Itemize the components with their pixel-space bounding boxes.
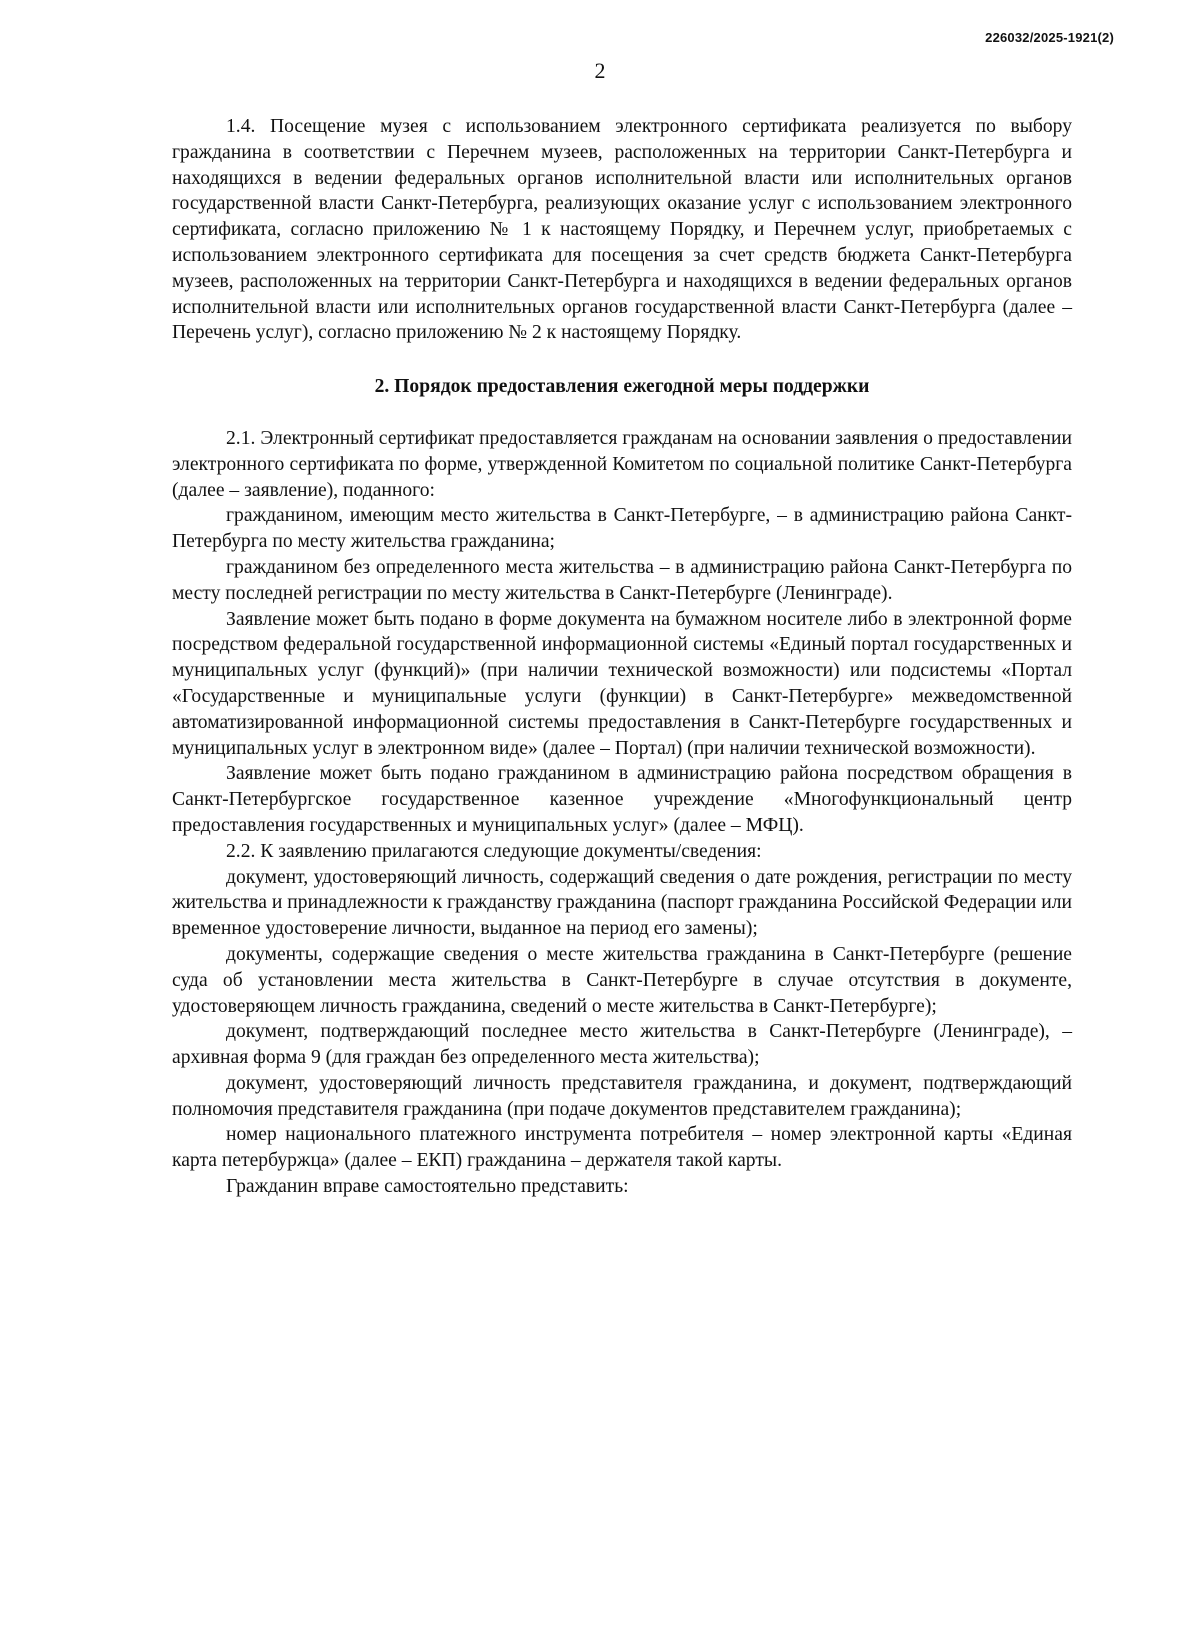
paragraph-2-2-representative: документ, удостоверяющий личность представителя гражданина, и документ, подтверждающий полномочия представителя гражданина (при подаче документов представителем гражданина); [172, 1072, 1072, 1120]
paragraph-2-1-resident: гражданином, имеющим место жительства в Санкт-Петербурге, – в администрацию района Санкт-Петербурга по месту жительства гражданина; [172, 505, 1072, 553]
paragraph-2-1-homeless: гражданином без определенного места жительства – в администрацию района Санкт-Петербурга по месту последней регистрации по месту жительства в Санкт-Петербурге (Ленинграде). [172, 556, 1072, 604]
document-id: 226032/2025-1921(2) [985, 30, 1114, 45]
paragraph-1-4: 1.4. Посещение музея с использованием электронного сертификата реализуется по выбору гражданина в соответствии с Перечнем музеев, расположенных на территории Санкт-Петербурга и находящихся в ведении федеральных органов исполнительной власти или исполнительных органов государственной власти Санкт-Петербурга, реализующих оказание услуг с использованием электронного сертификата, согласно приложению № 1 к настоящему Порядку, и Перечнем услуг, приобретаемых с использованием электронного сертификата для посещения за счет средств бюджета Санкт-Петербурга музеев, расположенных на территории Санкт-Петербурга и находящихся в ведении федеральных органов исполнительной власти или исполнительных органов государственной власти Санкт-Петербурга (далее – Перечень услуг), согласно приложению № 2 к настоящему Порядку. [172, 116, 1072, 344]
document-body [172, 114, 1072, 1200]
page-number: 2 [594, 58, 606, 83]
paragraph-2-2-identity-doc: документ, удостоверяющий личность, содержащий сведения о дате рождения, регистрации по месту жительства и принадлежности к гражданству гражданина (паспорт гражданина Российской Федерации или временное удостоверение личности, выданное на период его замены); [172, 866, 1072, 940]
paragraph-2-2-last-residence: документ, подтверждающий последнее место жительства в Санкт-Петербурге (Ленинграде), – архивная форма 9 (для граждан без определенного места жительства); [172, 1021, 1072, 1069]
paragraph-2-2-optional: Гражданин вправе самостоятельно представить: [226, 1176, 629, 1198]
paragraph-2-1-mfc: Заявление может быть подано гражданином в администрацию района посредством обращения в Санкт-Петербургское государственное казенное учреждение «Многофункциональный центр предоставления государственных и муниципальных услуг» (далее – МФЦ). [172, 763, 1072, 836]
paragraph-2-2-residence-docs: документы, содержащие сведения о месте жительства гражданина в Санкт-Петербурге (решение суда об установлении места жительства в Санкт-Петербурге в случае отсутствия в документе, удостоверяющем личность гражданина, сведений о месте жительства в Санкт-Петербурге); [172, 943, 1072, 1017]
paragraph-2-1-electronic: Заявление может быть подано в форме документа на бумажном носителе либо в электронной форме посредством федеральной государственной информационной системы «Единый портал государственных и муниципальных услуг (функций)» (при наличии технической возможности) или подсистемы «Портал «Государственные и муниципальные услуги (функции) в Санкт-Петербурге» межведомственной автоматизированной информационной системы предоставления в Санкт-Петербурге государственных и муниципальных услуг в электронном виде» (далее – Портал) (при наличии технической возможности). [172, 608, 1072, 759]
paragraph-2-1: 2.1. Электронный сертификат предоставляется гражданам на основании заявления о предоставлении электронного сертификата по форме, утвержденной Комитетом по социальной политике Санкт-Петербурга (далее – заявление), поданного: [172, 427, 1072, 501]
paragraph-2-2-ekp-card: номер национального платежного инструмента потребителя – номер электронной карты «Единая карта петербуржца» (далее – ЕКП) гражданина – держателя такой карты. [172, 1124, 1072, 1172]
paragraph-2-2: 2.2. К заявлению прилагаются следующие документы/сведения: [226, 840, 762, 862]
section-2-title: 2. Порядок предоставления ежегодной меры поддержки [374, 376, 870, 398]
